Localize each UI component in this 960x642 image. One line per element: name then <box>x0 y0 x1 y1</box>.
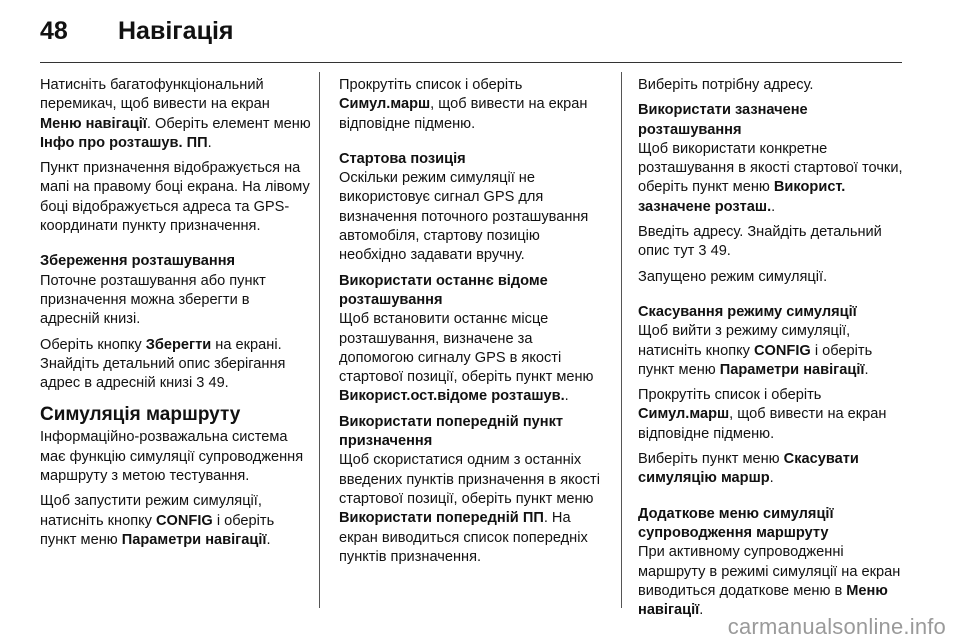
column-2 <box>339 76 611 573</box>
paragraph: Натисніть багатофункціональний перемикач, щоб вивести на екран Меню навігації. Оберіть елемент меню Інфо про розташув. ПП. <box>40 77 311 151</box>
paragraph: Запущено режим симуляції. <box>638 268 828 285</box>
paragraph: Оскільки режим симуляції не використовує сигнал GPS для визначення поточного розташування автомобіля, стартову позицію необхідно задавати вручну. <box>339 170 589 264</box>
page-reference: 3 49. <box>698 243 731 260</box>
paragraph: Виберіть потрібну адресу. <box>638 77 814 93</box>
page-header <box>40 6 902 56</box>
menu-ref: Симул.марш <box>638 406 730 423</box>
section-heading: Додаткове меню симуляції супроводження маршруту <box>638 505 834 541</box>
paragraph: Інформаційно-розважальна система має функцію симуляції супроводження маршруту з метою тестування. <box>40 429 304 485</box>
page-number: 48 <box>40 16 68 45</box>
chapter-heading: Симуляція маршруту <box>40 404 241 426</box>
column-1 <box>40 76 312 556</box>
menu-ref: Використ.ост.відоме розташув. <box>339 388 565 405</box>
page-reference: 3 49. <box>196 375 229 392</box>
paragraph: Виберіть пункт меню Скасувати симуляцію маршр. <box>638 451 859 487</box>
page-title: Навігація <box>118 16 234 45</box>
column-3 <box>638 76 906 626</box>
menu-ref: Параметри навігації <box>121 531 267 548</box>
section-heading: Стартова позиція <box>339 150 466 167</box>
section-heading: Збереження розташування <box>40 253 236 270</box>
subsection-heading: Використати зазначене розташування <box>638 102 808 138</box>
paragraph: Щоб запустити режим симуляції, натисніть кнопку CONFIG і оберіть пункт меню Параметри навігації. <box>40 493 275 548</box>
paragraph: Поточне розташування або пункт призначення можна зберегти в адресній книзі. <box>40 272 266 328</box>
paragraph: Введіть адресу. Знайдіть детальний опис тут 3 49. <box>638 224 882 260</box>
paragraph: При активному супроводженні маршруту в режимі симуляції на екран виводиться додаткове меню в Меню навігації. <box>638 544 901 619</box>
button-ref: Зберегти <box>145 336 212 353</box>
watermark: carmanualsonline.info <box>727 614 946 639</box>
paragraph: Оберіть кнопку Зберегти на екрані. Знайдіть детальний опис зберігання адрес в адресній книзі 3 49. <box>40 336 286 392</box>
menu-ref: Симул.марш <box>339 96 431 113</box>
section-heading: Скасування режиму симуляції <box>638 303 857 320</box>
paragraph: Пункт призначення відображується на мапі на правому боці екрана. На лівому боці відображується адреса та GPS-координати пункту призначення. <box>40 160 310 235</box>
paragraph: Щоб використати конкретне розташування в якості стартової точки, оберіть пункт меню Використ. зазначене розташ.. <box>638 140 903 215</box>
button-ref: CONFIG <box>754 342 811 359</box>
header-rule <box>40 62 902 63</box>
paragraph: Прокрутіть список і оберіть Симул.марш, щоб вивести на екран відповідне підменю. <box>339 77 588 132</box>
subsection-heading: Використати останнє відоме розташування <box>339 272 548 308</box>
paragraph: Щоб встановити останнє місце розташування, визначене за допомогою сигналу GPS в якості стартової позиції, оберіть пункт меню Використ.ост.відоме розташув.. <box>339 311 594 405</box>
column-divider-1 <box>319 72 320 608</box>
menu-ref: Використ. зазначене розташ. <box>638 179 846 215</box>
menu-ref: Меню навігації <box>40 115 147 132</box>
paragraph: Прокрутіть список і оберіть Симул.марш, щоб вивести на екран відповідне підменю. <box>638 387 887 442</box>
menu-ref: Інфо про розташув. ПП <box>40 134 208 151</box>
paragraph: Щоб скористатися одним з останніх введених пунктів призначення в якості стартової позиції, оберіть пункт меню Використати попередній ПП. На екран виводиться список попередніх пунктів призначення. <box>339 452 600 565</box>
menu-ref: Меню навігації <box>638 582 888 619</box>
menu-ref: Параметри навігації <box>719 361 865 378</box>
menu-ref: Скасувати симуляцію маршр <box>638 451 859 487</box>
subsection-heading: Використати попередній пункт призначення <box>339 413 564 450</box>
button-ref: CONFIG <box>156 512 213 529</box>
menu-ref: Використати попередній ПП <box>339 510 544 527</box>
paragraph: Щоб вийти з режиму симуляції, натисніть кнопку CONFIG і оберіть пункт меню Параметри навігації. <box>638 323 873 378</box>
column-divider-2 <box>621 72 622 608</box>
